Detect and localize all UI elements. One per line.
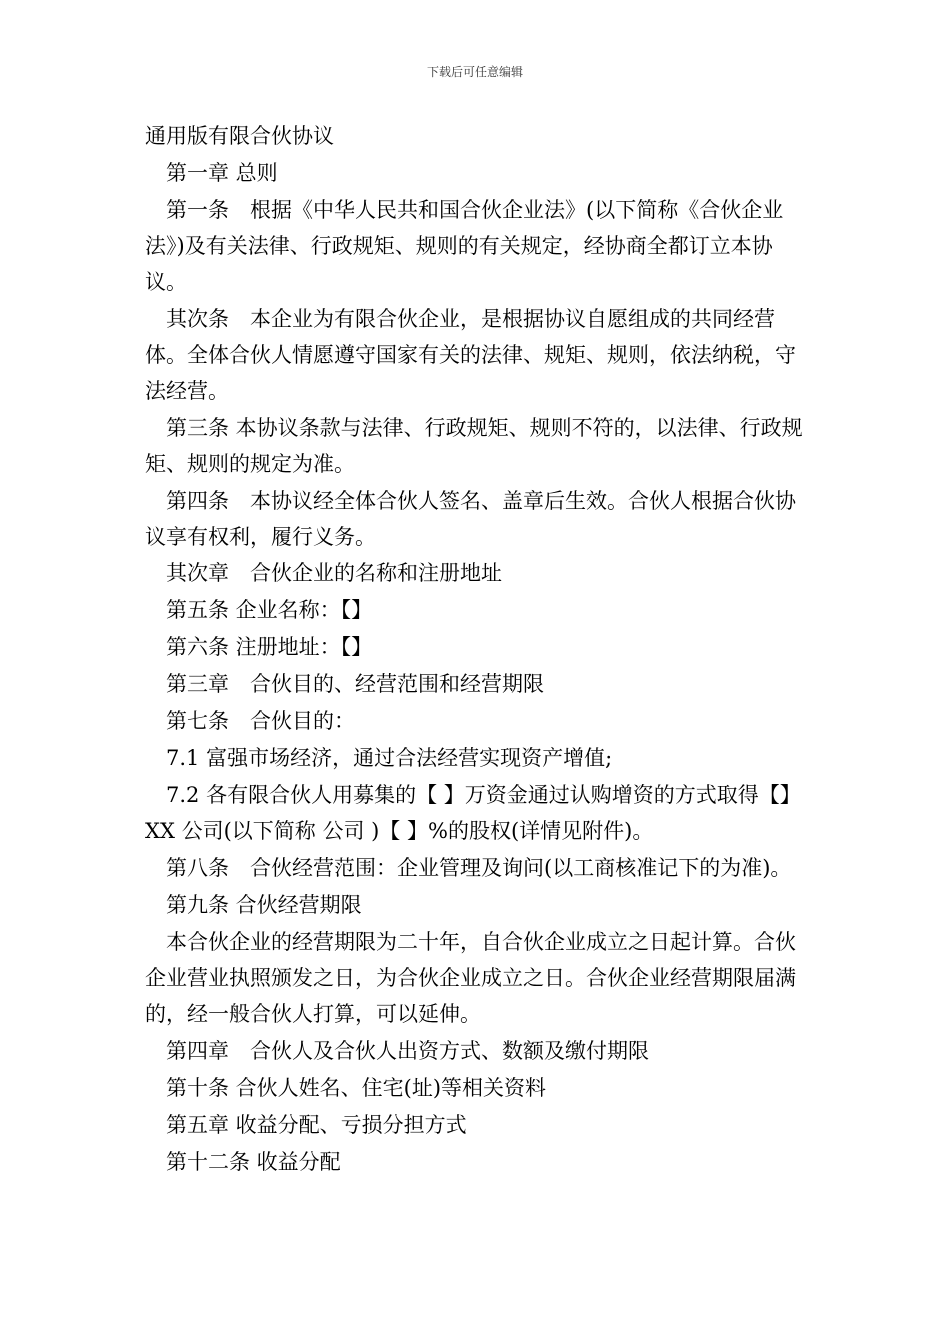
article-paragraph: 第九条 合伙经营期限 — [166, 893, 362, 917]
document-title: 通用版有限合伙协议 — [145, 124, 334, 148]
article-paragraph: 第七条 合伙目的： — [166, 709, 355, 733]
chapter-heading: 第五章 收益分配、亏损分担方式 — [166, 1113, 467, 1137]
page-header: 下载后可任意编辑 — [426, 65, 523, 79]
article-paragraph: 第一条 根据《中华人民共和国合伙企业法》(以下简称《合伙企业法》)及有关法律、行政规矩、规则的有关规定，经协商全都订立本协议。 — [145, 198, 784, 294]
article-paragraph: 7.2 各有限合伙人用募集的【 】万资金通过认购增资的方式取得【】XX 公司(以下简称 公司 )【 】%的股权(详情见附件)。 — [145, 783, 801, 843]
article-paragraph: 第五条 企业名称：【】 — [166, 598, 373, 622]
article-paragraph: 其次条 本企业为有限合伙企业，是根据协议自愿组成的共同经营体。全体合伙人情愿遵守国家有关的法律、规矩、规则，依法纳税，守法经营。 — [145, 307, 796, 403]
chapter-heading: 其次章 合伙企业的名称和注册地址 — [166, 561, 502, 585]
chapter-heading: 第四章 合伙人及合伙人出资方式、数额及缴付期限 — [166, 1039, 649, 1063]
chapter-heading: 第三章 合伙目的、经营范围和经营期限 — [166, 672, 544, 696]
article-paragraph: 第十二条 收益分配 — [166, 1150, 341, 1174]
article-paragraph: 第三条 本协议条款与法律、行政规矩、规则不符的，以法律、行政规矩、规则的规定为准。 — [145, 416, 803, 476]
article-paragraph: 第十条 合伙人姓名、住宅(址)等相关资料 — [166, 1076, 547, 1100]
article-paragraph: 本合伙企业的经营期限为二十年，自合伙企业成立之日起计算。合伙企业营业执照颁发之日，为合伙企业成立之日。合伙企业经营期限届满的，经一般合伙人打算，可以延伸。 — [145, 930, 796, 1026]
document-body — [145, 118, 813, 1181]
article-paragraph: 第四条 本协议经全体合伙人签名、盖章后生效。合伙人根据合伙协议享有权利，履行义务。 — [145, 489, 796, 549]
article-paragraph: 第八条 合伙经营范围：企业管理及询问(以工商核准记下的为准)。 — [166, 856, 792, 880]
article-paragraph: 7.1 富强市场经济，通过合法经营实现资产增值; — [166, 746, 613, 770]
article-paragraph: 第六条 注册地址：【】 — [166, 635, 373, 659]
chapter-heading: 第一章 总则 — [166, 161, 278, 185]
